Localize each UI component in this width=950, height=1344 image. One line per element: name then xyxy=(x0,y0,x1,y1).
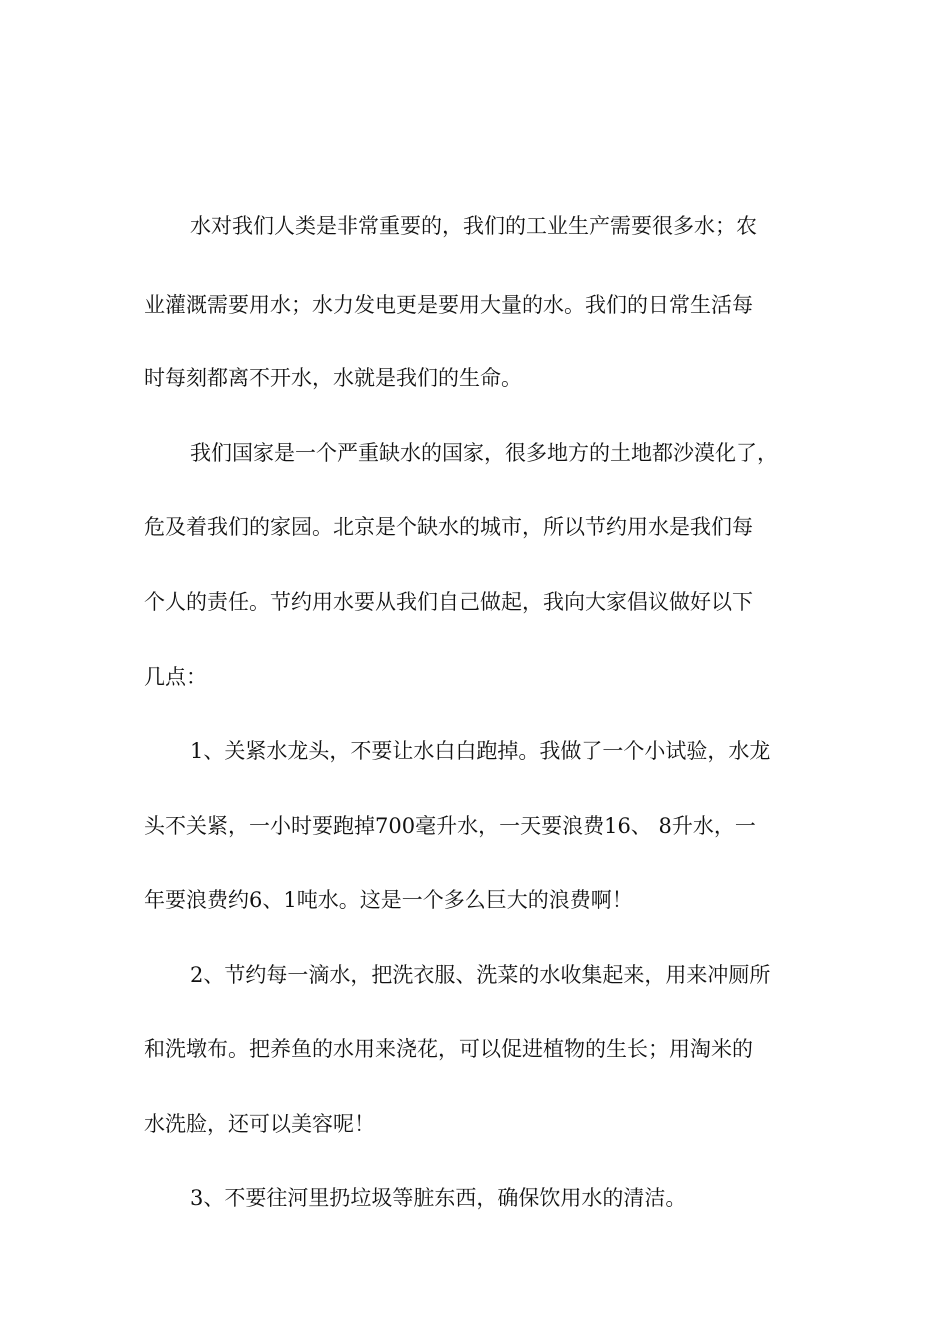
paragraph-1-line-2: 业灌溉需要用水；水力发电更是要用大量的水。我们的日常生活每 xyxy=(144,293,753,317)
paragraph-3-line-2: 头不关紧，一小时要跑掉700毫升水，一天要浪费16、 8升水，一 xyxy=(144,814,756,838)
paragraph-5-line-1: 3、不要往河里扔垃圾等脏东西，确保饮用水的清洁。 xyxy=(190,1186,687,1210)
paragraph-4-line-1: 2、节约每一滴水，把洗衣服、洗菜的水收集起来，用来冲厕所 xyxy=(190,963,771,987)
paragraph-2-line-1: 我们国家是一个严重缺水的国家，很多地方的土地都沙漠化了， xyxy=(190,441,778,465)
paragraph-2-line-2: 危及着我们的家园。北京是个缺水的城市，所以节约用水是我们每 xyxy=(144,515,753,539)
paragraph-4-line-3: 水洗脸，还可以美容呢！ xyxy=(144,1112,375,1136)
paragraph-1-line-3: 时每刻都离不开水，水就是我们的生命。 xyxy=(144,366,522,390)
paragraph-4-line-2: 和洗墩布。把养鱼的水用来浇花，可以促进植物的生长；用淘米的 xyxy=(144,1037,753,1061)
paragraph-1-line-1: 水对我们人类是非常重要的，我们的工业生产需要很多水；农 xyxy=(190,214,757,238)
paragraph-3-line-1: 1、关紧水龙头，不要让水白白跑掉。我做了一个小试验，水龙 xyxy=(190,739,771,763)
paragraph-3-line-3: 年要浪费约6、1吨水。这是一个多么巨大的浪费啊！ xyxy=(144,888,633,912)
paragraph-2-line-3: 个人的责任。节约用水要从我们自己做起，我向大家倡议做好以下 xyxy=(144,590,753,614)
paragraph-2-line-4: 几点： xyxy=(144,665,207,689)
